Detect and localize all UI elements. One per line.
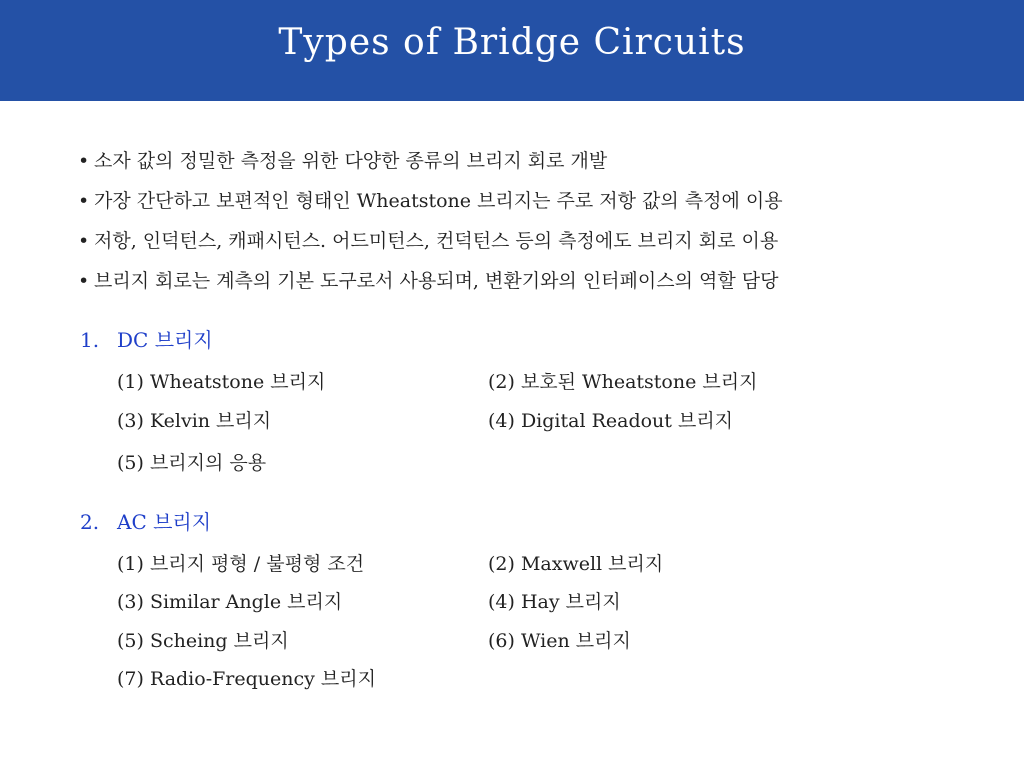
- bullet-text: 저항, 인덕턴스, 캐패시턴스. 어드미턴스, 컨덕턴스 등의 측정에도 브리지 회로 이용: [94, 230, 779, 252]
- bullet-dot: •: [78, 150, 90, 172]
- bullet-dot: •: [78, 230, 90, 252]
- section-number: 2.: [80, 510, 100, 534]
- bullet-list: [78, 148, 783, 308]
- ac-item-6: (6) Wien 브리지: [488, 630, 631, 652]
- ac-item-5: (5) Scheing 브리지: [117, 630, 289, 652]
- section-label: DC 브리지: [117, 328, 213, 352]
- section-dc-heading: [80, 327, 213, 353]
- section-ac-heading: [80, 509, 211, 535]
- ac-item-2: (2) Maxwell 브리지: [488, 553, 664, 575]
- section-number: 1.: [80, 328, 100, 352]
- bullet-text: 소자 값의 정밀한 측정을 위한 다양한 종류의 브리지 회로 개발: [94, 150, 608, 172]
- section-label: AC 브리지: [117, 510, 212, 534]
- dc-item-5: (5) 브리지의 응용: [117, 452, 267, 474]
- ac-item-4: (4) Hay 브리지: [488, 591, 621, 613]
- dc-item-2: (2) 보호된 Wheatstone 브리지: [488, 371, 758, 393]
- bullet-dot: •: [78, 270, 90, 292]
- dc-item-3: (3) Kelvin 브리지: [117, 410, 272, 432]
- bullet-item: [78, 228, 783, 268]
- dc-item-4: (4) Digital Readout 브리지: [488, 410, 734, 432]
- ac-item-1: (1) 브리지 평형 / 불평형 조건: [117, 553, 365, 575]
- bullet-text: 브리지 회로는 계측의 기본 도구로서 사용되며, 변환기와의 인터페이스의 역할 담당: [94, 270, 779, 292]
- slide-title: Types of Bridge Circuits: [278, 22, 746, 63]
- ac-item-3: (3) Similar Angle 브리지: [117, 591, 343, 613]
- bullet-text: 가장 간단하고 보편적인 형태인 Wheatstone 브리지는 주로 저항 값의 측정에 이용: [94, 190, 783, 212]
- bullet-item: [78, 188, 783, 228]
- title-bar: [0, 0, 1024, 101]
- bullet-dot: •: [78, 190, 90, 212]
- dc-item-1: (1) Wheatstone 브리지: [117, 371, 326, 393]
- bullet-item: [78, 148, 783, 188]
- ac-item-7: (7) Radio-Frequency 브리지: [117, 668, 376, 690]
- bullet-item: [78, 268, 783, 308]
